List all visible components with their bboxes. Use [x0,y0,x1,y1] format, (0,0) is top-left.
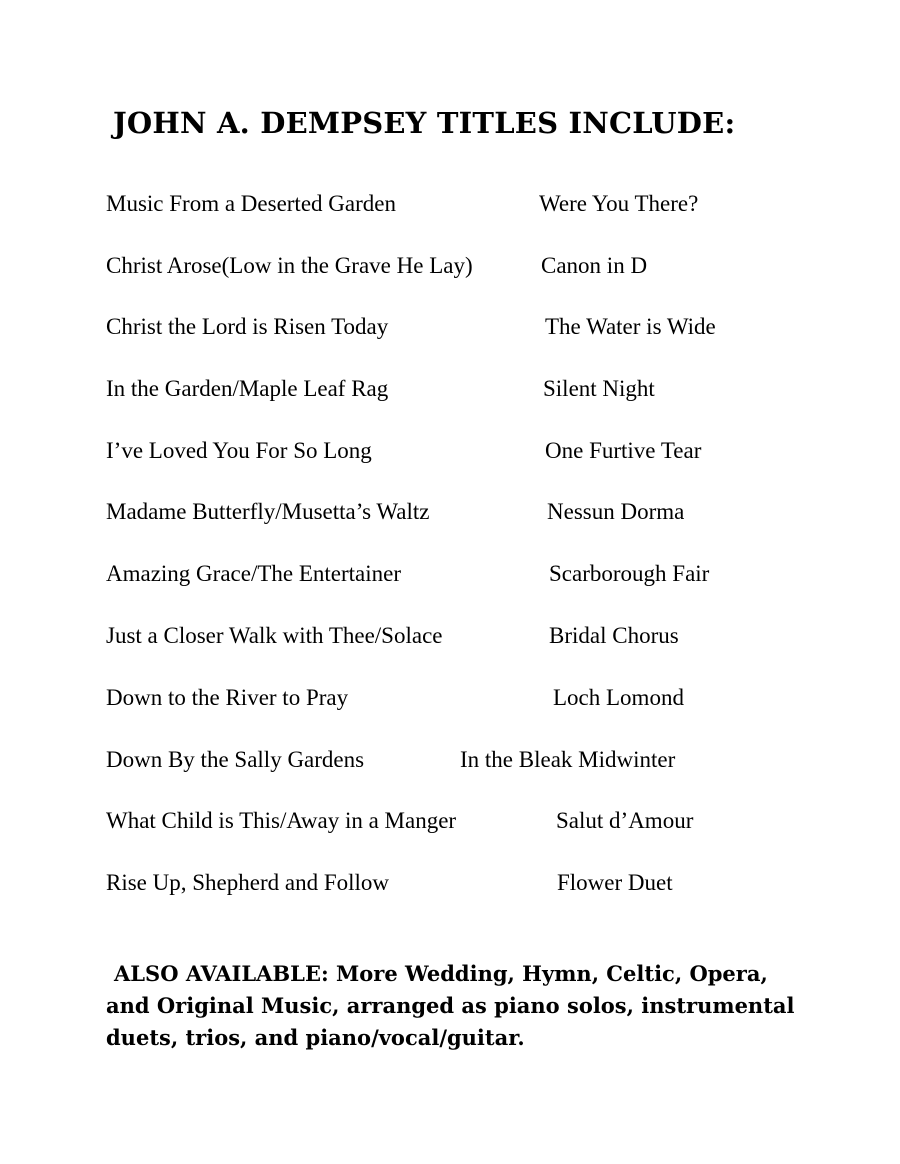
title-left: Madame Butterfly/Musetta’s Waltz [106,499,430,524]
title-left: In the Garden/Maple Leaf Rag [106,376,389,401]
page-heading: JOHN A. DEMPSEY TITLES INCLUDE: [113,106,736,140]
title-right: Nessun Dorma [547,499,685,524]
title-left: Rise Up, Shepherd and Follow [106,870,390,895]
title-right: Were You There? [539,191,699,216]
title-left: Down to the River to Pray [106,685,349,710]
title-left: I’ve Loved You For So Long [106,438,372,463]
title-left: Just a Closer Walk with Thee/Solace [106,623,443,648]
title-left: Christ Arose(Low in the Grave He Lay) [106,253,473,278]
title-right: One Furtive Tear [545,438,702,463]
title-left: Christ the Lord is Risen Today [106,314,389,339]
title-left: Down By the Sally Gardens [106,747,365,772]
also-available-line: duets, trios, and piano/vocal/guitar. [106,1025,525,1050]
also-available-line: and Original Music, arranged as piano solos, instrumental [106,993,795,1018]
title-right: Canon in D [541,253,648,278]
title-right: In the Bleak Midwinter [460,747,676,772]
title-right: Silent Night [543,376,655,401]
title-right: Bridal Chorus [549,623,679,648]
title-left: Music From a Deserted Garden [106,191,396,216]
title-left: Amazing Grace/The Entertainer [106,561,402,586]
title-right: The Water is Wide [545,314,716,339]
title-right: Salut d’Amour [556,808,694,833]
title-left: What Child is This/Away in a Manger [106,808,457,833]
also-available-note [106,958,826,1054]
also-available-line: ALSO AVAILABLE: More Wedding, Hymn, Celtic, Opera, [114,961,768,986]
title-right: Flower Duet [557,870,673,895]
title-right: Scarborough Fair [549,561,710,586]
title-right: Loch Lomond [553,685,684,710]
